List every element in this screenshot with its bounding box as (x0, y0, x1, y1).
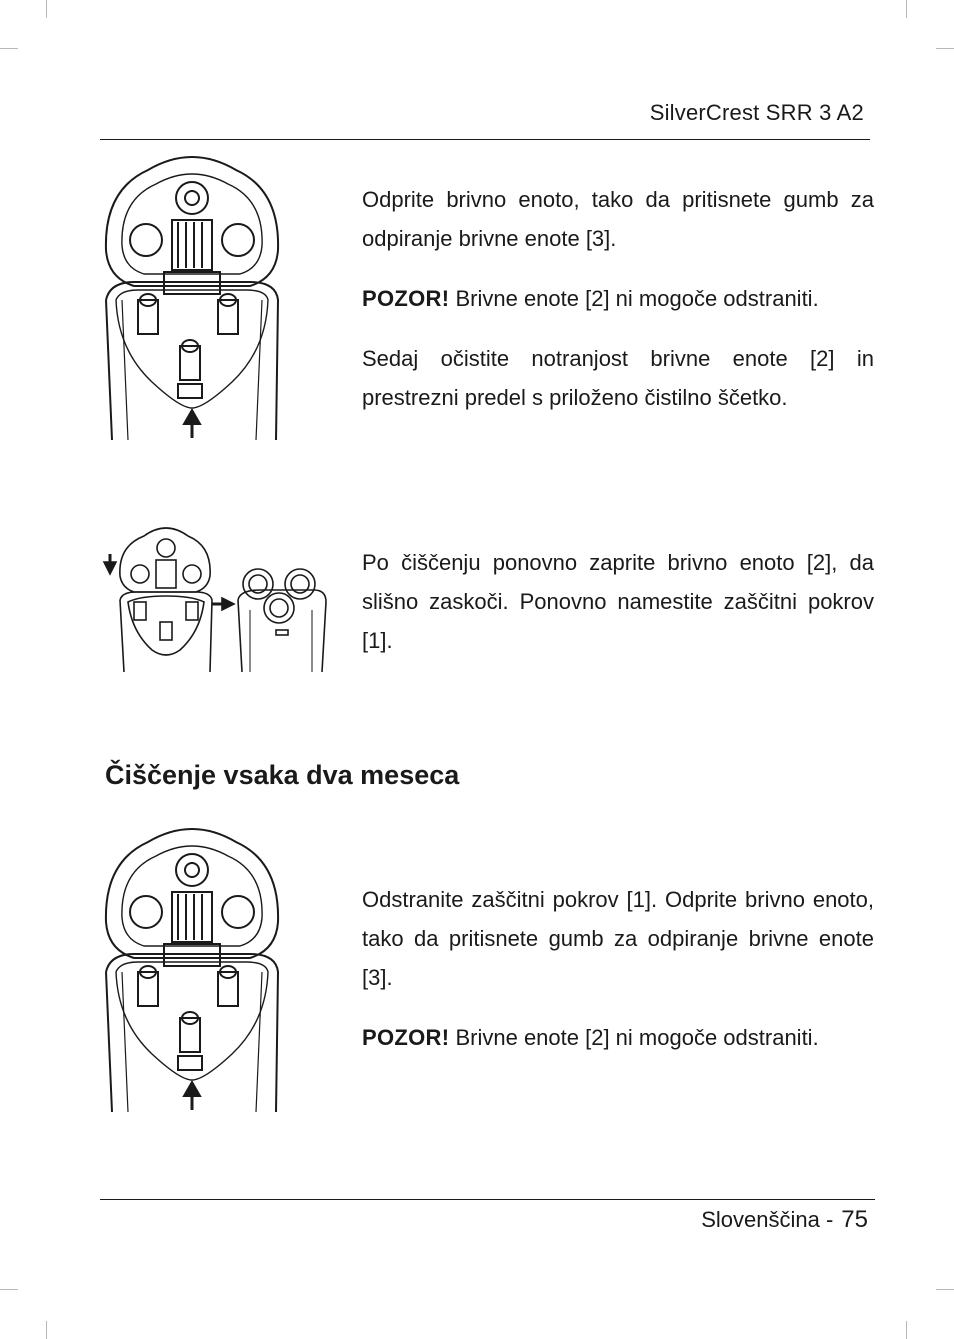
footer-rule (100, 1199, 875, 1200)
shaver-open-head-illustration (100, 150, 284, 442)
warning-paragraph (362, 279, 874, 318)
text-block-open-head (362, 180, 874, 438)
crop-mark (906, 0, 907, 18)
crop-mark (906, 1321, 907, 1339)
page-number: 75 (841, 1206, 868, 1233)
text-block-two-month-cleaning (362, 880, 874, 1078)
crop-mark (0, 48, 18, 49)
header-rule (100, 139, 870, 140)
crop-mark (46, 1321, 47, 1339)
warning-text: Brivne enote [2] ni mogoče odstraniti. (449, 1025, 819, 1050)
warning-paragraph (362, 1018, 874, 1057)
warning-label: POZOR! (362, 286, 450, 311)
warning-label: POZOR! (362, 1025, 450, 1050)
crop-mark (936, 48, 954, 49)
shaver-close-and-cap-illustration (100, 522, 330, 674)
footer (701, 1206, 868, 1234)
text-block-close-head (362, 543, 874, 681)
paragraph: Sedaj očistite notranjost brivne enote [2] in prestrezni predel s priloženo čistilno ščetko. (362, 346, 874, 410)
section-heading: Čiščenje vsaka dva meseca (105, 760, 460, 790)
paragraph: Odprite brivno enoto, tako da pritisnete gumb za odpiranje brivne enote [3]. (362, 187, 874, 251)
header-title: SilverCrest SRR 3 A2 (649, 100, 864, 125)
crop-mark (46, 0, 47, 18)
shaver-open-head-illustration (100, 822, 284, 1114)
paragraph: Odstranite zaščitni pokrov [1]. Odprite brivno enoto, tako da pritisnete gumb za odpiranje brivne enote [3]. (362, 887, 874, 990)
paragraph: Po čiščenju ponovno zaprite brivno enoto [2], da slišno zaskoči. Ponovno namestite zaščitni pokrov [1]. (362, 550, 874, 653)
crop-mark (0, 1289, 18, 1290)
footer-language: Slovenščina - (701, 1207, 834, 1232)
warning-text: Brivne enote [2] ni mogoče odstraniti. (449, 286, 819, 311)
crop-mark (936, 1289, 954, 1290)
